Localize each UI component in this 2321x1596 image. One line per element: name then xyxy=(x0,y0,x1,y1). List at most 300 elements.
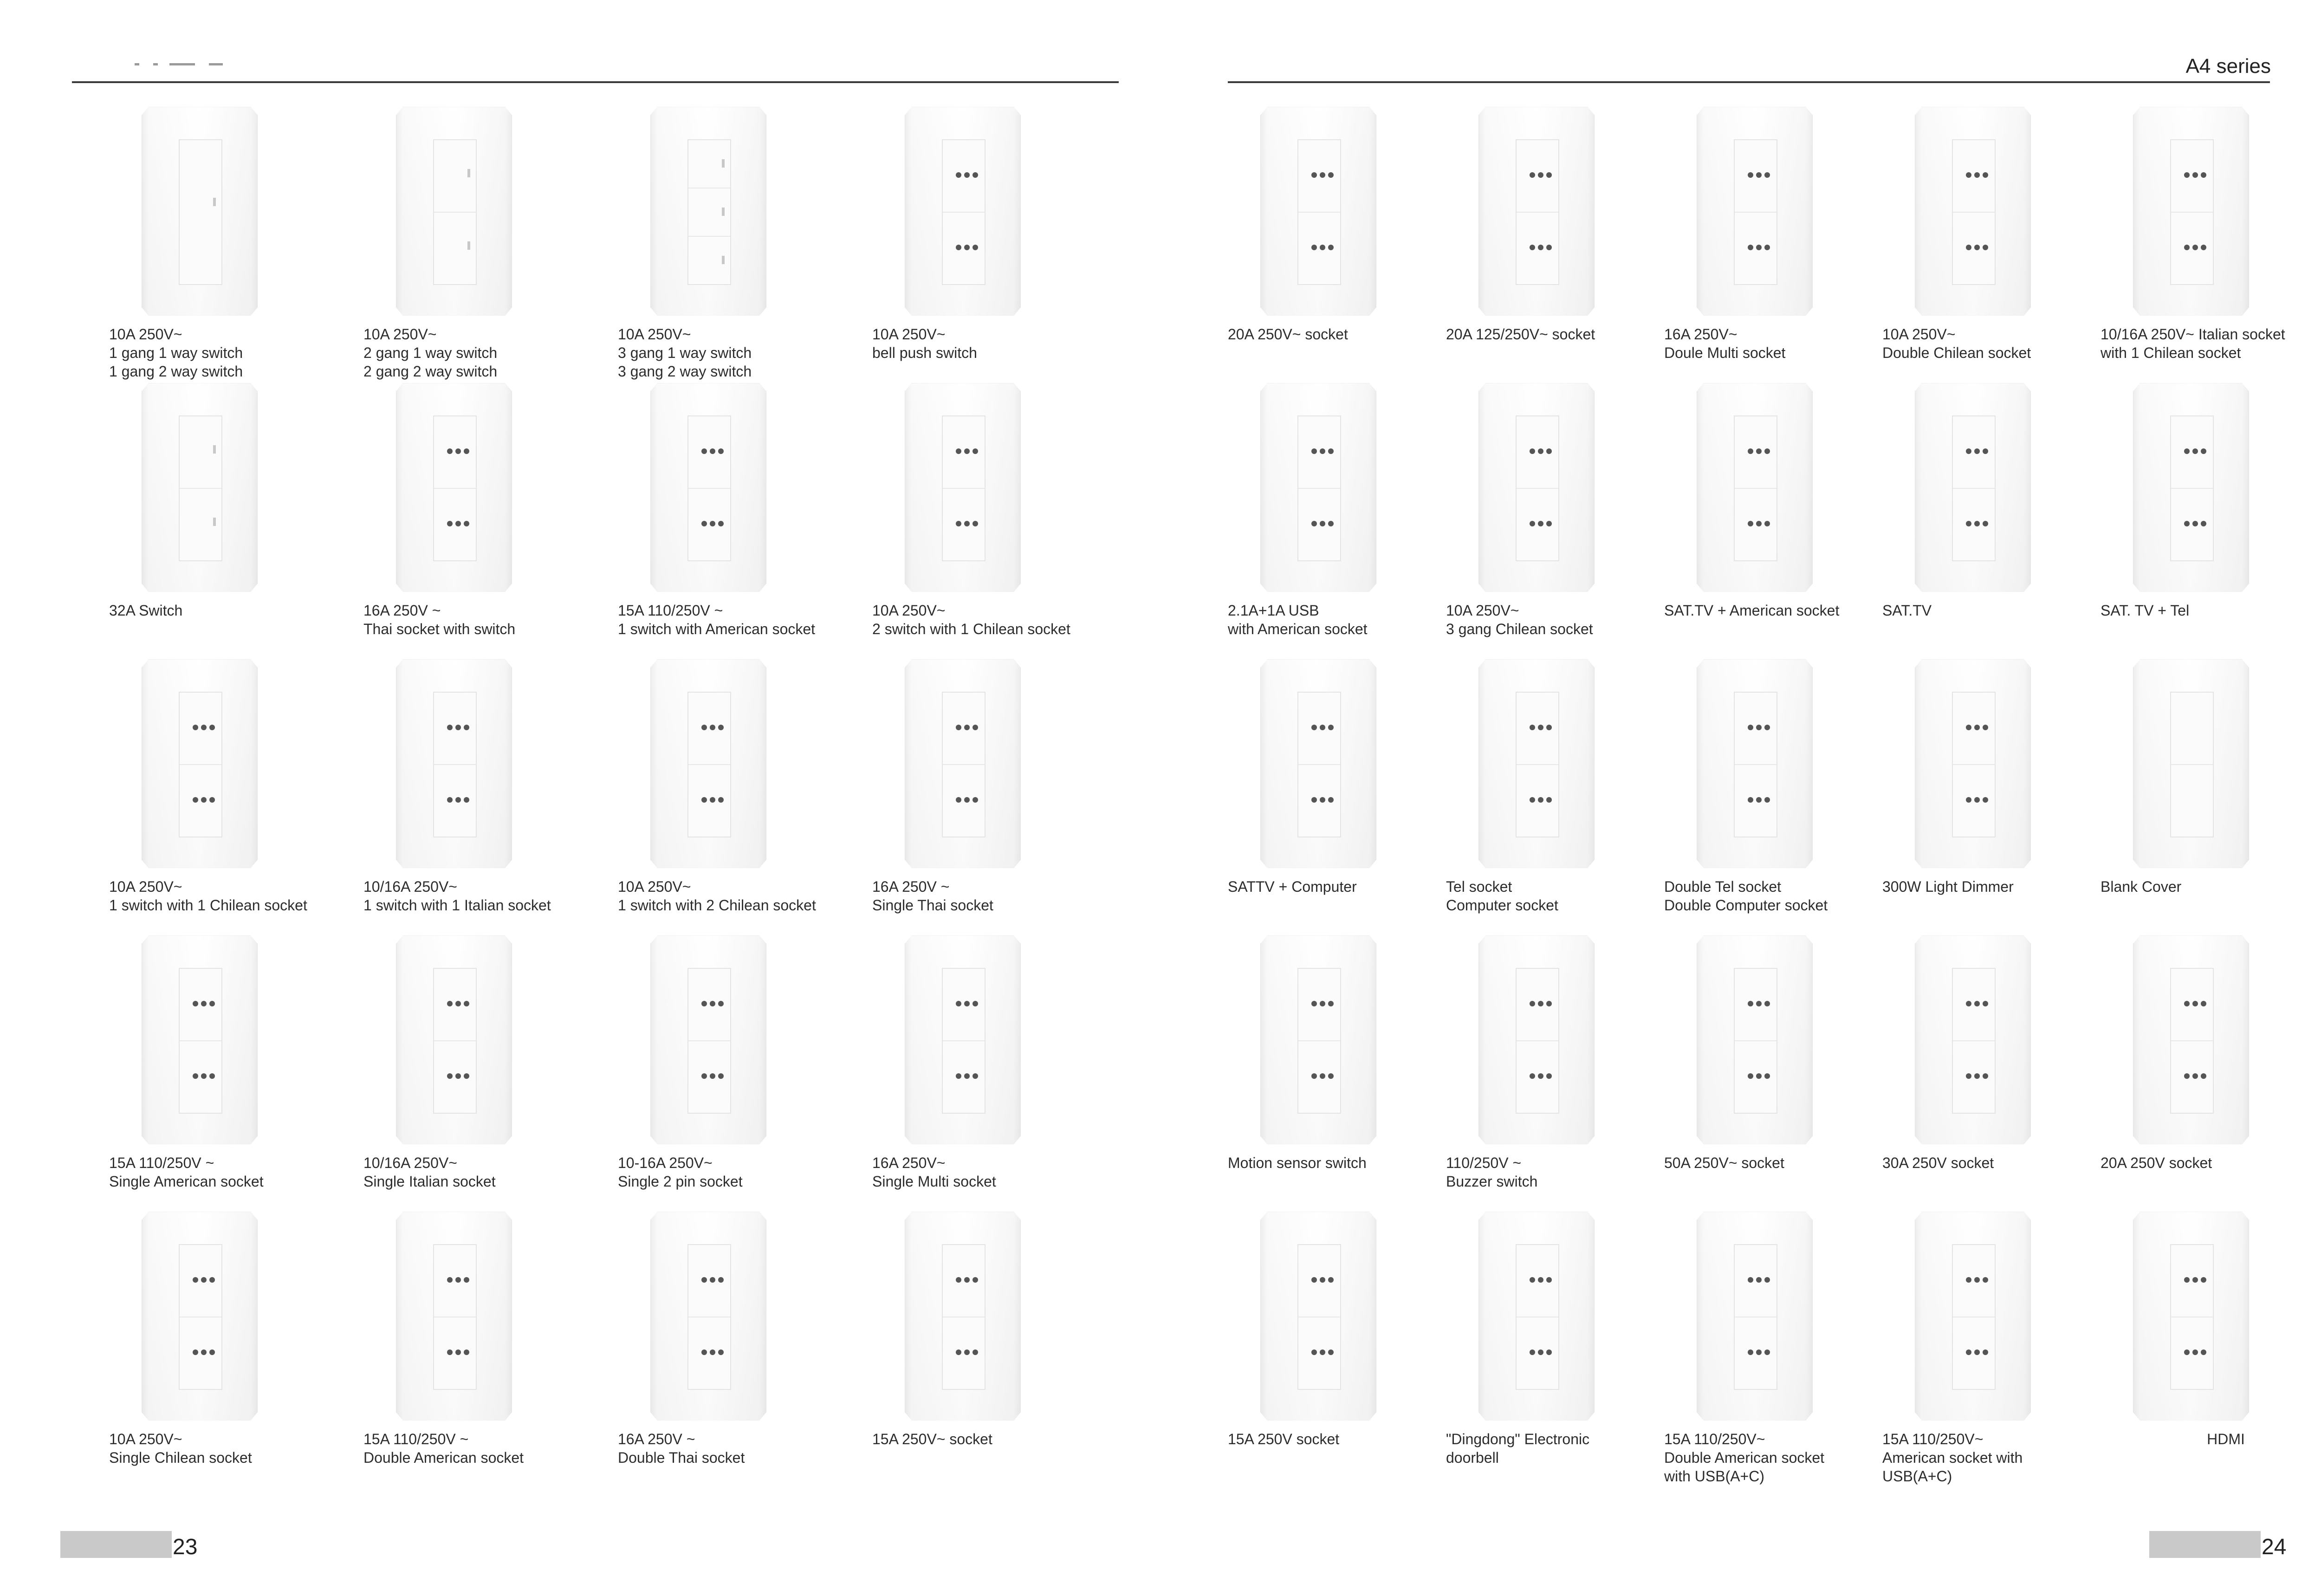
socket-hole xyxy=(956,1349,961,1355)
plate-module xyxy=(2171,489,2213,560)
plate-module xyxy=(688,1041,730,1113)
socket-hole xyxy=(1764,1277,1770,1283)
socket-hole xyxy=(2201,521,2206,526)
wall-plate-image xyxy=(396,935,512,1144)
product-label-line: 16A 250V~ xyxy=(872,1155,946,1171)
wall-plate-image xyxy=(1915,935,2031,1144)
product-label-line: bell push switch xyxy=(872,344,977,361)
socket-hole xyxy=(956,797,961,803)
plate-module xyxy=(943,765,985,837)
socket-hole xyxy=(1748,448,1753,454)
product-item xyxy=(872,383,1123,662)
product-label xyxy=(1446,877,1697,915)
tv-socket-icon xyxy=(2170,415,2214,561)
socket-hole xyxy=(1756,1001,1762,1006)
socket-plate-icon xyxy=(433,415,477,561)
socket-hole xyxy=(2192,1277,2198,1283)
socket-hole xyxy=(2192,1073,2198,1079)
socket-hole xyxy=(972,448,978,454)
socket-hole xyxy=(1546,1001,1552,1006)
product-item xyxy=(363,383,614,662)
product-label-line: 16A 250V ~ xyxy=(618,1431,695,1447)
product-label-line: 2 switch with 1 Chilean socket xyxy=(872,621,1070,637)
product-item xyxy=(1664,107,1915,385)
wall-plate-image xyxy=(1478,107,1595,316)
socket-hole xyxy=(1311,797,1317,803)
socket-hole xyxy=(1320,1277,1325,1283)
usb-socket-icon xyxy=(1952,1244,1996,1390)
product-label xyxy=(872,877,1123,915)
socket-hole xyxy=(1974,1349,1980,1355)
socket-hole xyxy=(1328,1277,1334,1283)
wall-plate-image xyxy=(2133,659,2249,868)
product-label-line: 10A 250V~ xyxy=(363,326,437,343)
socket-hole xyxy=(201,1277,207,1283)
socket-hole xyxy=(1764,725,1770,730)
socket-hole xyxy=(1748,725,1753,730)
socket-plate-icon xyxy=(2170,968,2214,1114)
socket-hole xyxy=(2184,1073,2190,1079)
socket-hole xyxy=(701,1349,707,1355)
product-label-line: Thai socket with switch xyxy=(363,621,516,637)
socket-hole xyxy=(1966,1001,1971,1006)
product-item xyxy=(872,935,1123,1214)
socket-hole xyxy=(1983,1001,1988,1006)
socket-hole xyxy=(1320,725,1325,730)
socket-hole xyxy=(1311,521,1317,526)
socket-hole xyxy=(1546,521,1552,526)
socket-hole xyxy=(718,448,724,454)
product-label xyxy=(2101,877,2321,896)
product-label xyxy=(2101,1430,2321,1448)
product-label xyxy=(363,325,614,381)
header-smudge xyxy=(135,61,227,68)
plate-module xyxy=(688,765,730,837)
hdmi-port-icon xyxy=(2170,1244,2214,1390)
product-item xyxy=(1228,935,1478,1214)
product-label xyxy=(1664,1154,1915,1172)
socket-hole xyxy=(718,725,724,730)
socket-hole xyxy=(1320,245,1325,250)
socket-hole xyxy=(2201,1349,2206,1355)
product-label xyxy=(2101,325,2321,362)
socket-plate-icon xyxy=(1952,139,1996,285)
plate-module xyxy=(1735,1317,1776,1389)
socket-hole xyxy=(1538,245,1543,250)
plate-module xyxy=(1298,416,1340,489)
wall-plate-image xyxy=(396,383,512,592)
socket-hole xyxy=(1320,448,1325,454)
right-header-rule xyxy=(1228,81,2270,83)
wall-plate-image xyxy=(1697,935,1813,1144)
plate-module xyxy=(1298,693,1340,765)
product-item xyxy=(1228,383,1478,662)
socket-hole xyxy=(964,1277,970,1283)
plate-module xyxy=(688,489,730,560)
socket-hole xyxy=(1974,1001,1980,1006)
plate-module xyxy=(180,693,221,765)
socket-plate-icon xyxy=(433,968,477,1114)
plate-module xyxy=(1517,693,1558,765)
rocker-mark xyxy=(467,241,470,250)
socket-hole xyxy=(964,797,970,803)
product-label xyxy=(1664,877,1915,915)
socket-hole xyxy=(455,1073,461,1079)
product-item xyxy=(2101,935,2321,1214)
wall-plate-image xyxy=(1915,659,2031,868)
socket-hole xyxy=(1530,797,1535,803)
wall-plate-image xyxy=(650,935,766,1144)
socket-hole xyxy=(464,1001,469,1006)
socket-hole xyxy=(193,797,198,803)
socket-hole xyxy=(1546,1277,1552,1283)
socket-hole xyxy=(193,1277,198,1283)
socket-hole xyxy=(1756,521,1762,526)
socket-hole xyxy=(447,797,453,803)
socket-hole xyxy=(201,1001,207,1006)
product-label-line: 1 switch with American socket xyxy=(618,621,816,637)
socket-hole xyxy=(1538,448,1543,454)
socket-hole xyxy=(1974,521,1980,526)
socket-hole xyxy=(1764,797,1770,803)
socket-hole xyxy=(1311,1277,1317,1283)
socket-hole xyxy=(1756,172,1762,178)
usb-socket-icon xyxy=(1734,1244,1777,1390)
socket-hole xyxy=(1764,521,1770,526)
product-label-line: 10A 250V~ xyxy=(618,326,691,343)
socket-hole xyxy=(1538,172,1543,178)
product-item xyxy=(109,107,360,385)
socket-hole xyxy=(464,521,469,526)
socket-hole xyxy=(455,1277,461,1283)
bell-switch-icon xyxy=(942,139,985,285)
socket-hole xyxy=(1974,172,1980,178)
product-item xyxy=(2101,1212,2321,1490)
socket-hole xyxy=(710,521,715,526)
plate-module xyxy=(943,1317,985,1389)
plate-module xyxy=(943,213,985,284)
wall-plate-image xyxy=(905,935,1021,1144)
socket-hole xyxy=(464,1277,469,1283)
wall-plate-image xyxy=(2133,383,2249,592)
plate-module xyxy=(434,213,476,284)
product-label xyxy=(1882,1430,2133,1486)
socket-hole xyxy=(964,521,970,526)
wall-plate-image xyxy=(2133,1212,2249,1421)
product-label xyxy=(109,877,360,915)
socket-hole xyxy=(1966,448,1971,454)
socket-hole xyxy=(1311,172,1317,178)
rocker-mark xyxy=(213,198,216,206)
plate-module xyxy=(1953,1041,1995,1113)
product-label-line: HDMI xyxy=(2207,1431,2245,1447)
product-label-line: SATTV + Computer xyxy=(1228,878,1357,895)
plate-module xyxy=(1517,213,1558,284)
plate-module xyxy=(180,969,221,1041)
product-label-line: 10A 250V~ xyxy=(618,878,691,895)
product-label-line: 15A 110/250V ~ xyxy=(618,602,723,619)
socket-hole xyxy=(956,172,961,178)
socket-hole xyxy=(972,1073,978,1079)
socket-hole xyxy=(193,1073,198,1079)
socket-hole xyxy=(1328,1001,1334,1006)
wall-plate-image xyxy=(1260,107,1376,316)
product-label-line: Double Tel socket xyxy=(1664,878,1781,895)
plate-module xyxy=(180,765,221,837)
socket-hole xyxy=(1756,448,1762,454)
socket-hole xyxy=(956,245,961,250)
product-label-line: 15A 110/250V ~ xyxy=(363,1431,469,1447)
socket-hole xyxy=(2201,172,2206,178)
socket-hole xyxy=(447,1073,453,1079)
socket-hole xyxy=(1756,245,1762,250)
product-label-line: Single Italian socket xyxy=(363,1173,496,1190)
product-label-line: 1 switch with 1 Chilean socket xyxy=(109,897,307,914)
socket-hole xyxy=(1530,1001,1535,1006)
socket-plate-icon xyxy=(1516,415,1559,561)
plate-module xyxy=(1735,416,1776,489)
socket-plate-icon xyxy=(179,1244,222,1390)
product-label-line: Single Multi socket xyxy=(872,1173,996,1190)
plate-module xyxy=(2171,765,2213,837)
socket-hole xyxy=(718,1001,724,1006)
socket-plate-icon xyxy=(1297,1244,1341,1390)
socket-hole xyxy=(1530,1277,1535,1283)
socket-hole xyxy=(1546,1349,1552,1355)
socket-hole xyxy=(1983,1277,1988,1283)
plate-module xyxy=(1517,416,1558,489)
socket-hole xyxy=(201,1349,207,1355)
socket-hole xyxy=(701,1277,707,1283)
socket-hole xyxy=(1756,725,1762,730)
product-item xyxy=(1446,383,1697,662)
usb-socket-icon xyxy=(1297,415,1341,561)
socket-plate-icon xyxy=(687,1244,731,1390)
product-label xyxy=(1664,1430,1915,1486)
socket-hole xyxy=(455,797,461,803)
socket-hole xyxy=(1748,1277,1753,1283)
socket-hole xyxy=(964,245,970,250)
wall-plate-image xyxy=(650,1212,766,1421)
plate-module xyxy=(1953,489,1995,560)
plate-module xyxy=(1953,1317,1995,1389)
socket-hole xyxy=(1974,448,1980,454)
plate-module xyxy=(943,969,985,1041)
product-label-line: 50A 250V~ socket xyxy=(1664,1155,1784,1171)
plate-module xyxy=(1298,140,1340,213)
plate-module xyxy=(688,1245,730,1317)
product-label xyxy=(1664,601,1915,620)
plate-module xyxy=(180,416,221,489)
product-label xyxy=(872,601,1123,638)
socket-hole xyxy=(1756,1277,1762,1283)
socket-hole xyxy=(2192,1349,2198,1355)
socket-hole xyxy=(1538,725,1543,730)
socket-hole xyxy=(193,725,198,730)
socket-hole xyxy=(2201,448,2206,454)
socket-hole xyxy=(2184,1001,2190,1006)
socket-plate-icon xyxy=(1297,139,1341,285)
socket-hole xyxy=(1530,1349,1535,1355)
socket-hole xyxy=(2201,1277,2206,1283)
data-socket-icon xyxy=(1734,692,1777,837)
product-label xyxy=(109,601,360,620)
product-label-line: 15A 110/250V ~ xyxy=(109,1155,214,1171)
socket-hole xyxy=(1328,245,1334,250)
wall-plate-image xyxy=(1260,935,1376,1144)
plate-module xyxy=(434,1245,476,1317)
socket-hole xyxy=(1546,172,1552,178)
plate-module xyxy=(180,140,221,284)
socket-hole xyxy=(972,1349,978,1355)
plate-module xyxy=(434,140,476,213)
product-label-line: American socket with xyxy=(1882,1449,2023,1466)
plate-module xyxy=(434,416,476,489)
socket-hole xyxy=(964,448,970,454)
plate-module xyxy=(1298,213,1340,284)
socket-plate-icon xyxy=(1516,139,1559,285)
socket-hole xyxy=(1530,521,1535,526)
plate-module xyxy=(180,1317,221,1389)
socket-hole xyxy=(201,725,207,730)
socket-hole xyxy=(455,1001,461,1006)
socket-hole xyxy=(1311,1073,1317,1079)
socket-hole xyxy=(1764,1001,1770,1006)
socket-hole xyxy=(710,797,715,803)
product-label xyxy=(618,325,869,381)
wall-plate-image xyxy=(1697,107,1813,316)
plate-module xyxy=(943,693,985,765)
plate-module xyxy=(434,489,476,560)
plate-module xyxy=(434,693,476,765)
plate-module xyxy=(1735,1245,1776,1317)
plate-module xyxy=(1735,1041,1776,1113)
wall-plate-image xyxy=(1478,935,1595,1144)
product-item xyxy=(109,383,360,662)
socket-hole xyxy=(1983,245,1988,250)
socket-hole xyxy=(2184,245,2190,250)
socket-plate-icon xyxy=(433,1244,477,1390)
product-label-line: 20A 125/250V~ socket xyxy=(1446,326,1595,343)
socket-hole xyxy=(2201,245,2206,250)
socket-hole xyxy=(1756,1073,1762,1079)
product-label-line: 1 gang 2 way switch xyxy=(109,363,243,380)
product-label xyxy=(1446,1430,1697,1467)
product-item xyxy=(618,1212,869,1490)
socket-hole xyxy=(972,725,978,730)
plate-module xyxy=(943,416,985,489)
product-label xyxy=(1664,325,1915,362)
socket-hole xyxy=(209,1349,215,1355)
rocker-mark xyxy=(213,445,216,454)
socket-hole xyxy=(956,521,961,526)
product-label-line: 2 gang 2 way switch xyxy=(363,363,498,380)
product-item xyxy=(1664,659,1915,938)
socket-hole xyxy=(701,797,707,803)
product-item xyxy=(1882,935,2133,1214)
product-label-line: 10A 250V~ xyxy=(872,326,946,343)
product-item xyxy=(363,935,614,1214)
plate-module xyxy=(2171,416,2213,489)
product-label-line: 10A 250V~ xyxy=(1446,602,1519,619)
plate-module xyxy=(180,489,221,560)
socket-hole xyxy=(964,1349,970,1355)
socket-hole xyxy=(964,1001,970,1006)
product-item xyxy=(1882,1212,2133,1490)
product-label xyxy=(618,601,869,638)
socket-hole xyxy=(710,448,715,454)
socket-hole xyxy=(193,1001,198,1006)
socket-plate-icon xyxy=(179,692,222,837)
socket-hole xyxy=(972,245,978,250)
wall-plate-image xyxy=(1697,383,1813,592)
wall-plate-image xyxy=(396,107,512,316)
plate-module xyxy=(1517,765,1558,837)
product-label-line: 10A 250V~ xyxy=(109,878,182,895)
socket-hole xyxy=(1328,797,1334,803)
product-item xyxy=(1664,1212,1915,1490)
wall-plate-image xyxy=(1915,1212,2031,1421)
wall-plate-image xyxy=(142,383,258,592)
socket-hole xyxy=(1974,1073,1980,1079)
plate-module xyxy=(1517,1245,1558,1317)
series-title: A4 series xyxy=(2185,55,2271,78)
product-item xyxy=(872,659,1123,938)
plate-module xyxy=(1298,1041,1340,1113)
socket-hole xyxy=(972,1277,978,1283)
plate-module xyxy=(688,1317,730,1389)
socket-hole xyxy=(1966,1349,1971,1355)
socket-hole xyxy=(718,521,724,526)
product-label xyxy=(1228,325,1478,344)
product-label-line: Single 2 pin socket xyxy=(618,1173,743,1190)
socket-hole xyxy=(1546,245,1552,250)
product-label xyxy=(618,877,869,915)
product-label-line: Single Chilean socket xyxy=(109,1449,252,1466)
socket-plate-icon xyxy=(433,692,477,837)
socket-hole xyxy=(964,1073,970,1079)
product-label xyxy=(363,1430,614,1467)
socket-plate-icon xyxy=(942,415,985,561)
product-label-line: 16A 250V ~ xyxy=(363,602,441,619)
socket-hole xyxy=(710,1349,715,1355)
socket-hole xyxy=(1983,521,1988,526)
product-label xyxy=(872,1154,1123,1191)
wall-plate-image xyxy=(1915,383,2031,592)
socket-hole xyxy=(718,797,724,803)
product-item xyxy=(109,659,360,938)
socket-hole xyxy=(1764,1073,1770,1079)
plate-module xyxy=(1298,969,1340,1041)
product-label-line: Doule Multi socket xyxy=(1664,344,1786,361)
plate-module xyxy=(1735,140,1776,213)
socket-hole xyxy=(209,1073,215,1079)
plate-module xyxy=(1953,765,1995,837)
product-item xyxy=(618,935,869,1214)
socket-hole xyxy=(1538,521,1543,526)
socket-hole xyxy=(1764,245,1770,250)
wall-plate-image xyxy=(650,659,766,868)
product-item xyxy=(618,383,869,662)
socket-hole xyxy=(1328,172,1334,178)
socket-hole xyxy=(1748,797,1753,803)
socket-hole xyxy=(1966,725,1971,730)
socket-hole xyxy=(956,1001,961,1006)
product-label xyxy=(1446,325,1697,344)
product-item xyxy=(1446,107,1697,385)
socket-hole xyxy=(972,797,978,803)
product-label xyxy=(1228,1154,1478,1172)
